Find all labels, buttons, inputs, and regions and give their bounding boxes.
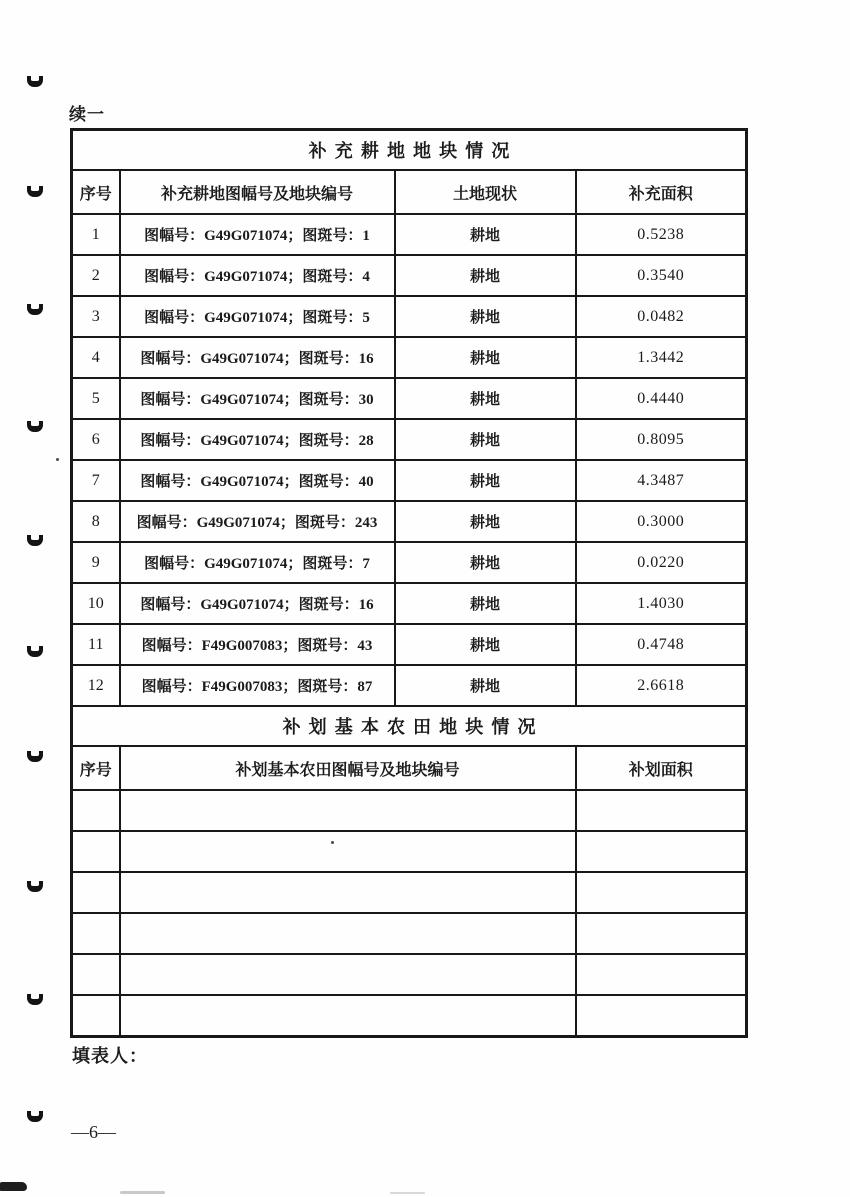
empty-table-row: [72, 872, 747, 913]
parcel-id-cell: 图幅号：G49G071074；图斑号：7: [120, 542, 395, 583]
area-cell: 0.4748: [576, 624, 747, 665]
land-status-cell: 耕地: [395, 501, 576, 542]
column-header-realloc-area: 补划面积: [576, 746, 747, 790]
area-cell: 4.3487: [576, 460, 747, 501]
page-number: —6—: [71, 1122, 116, 1142]
binding-hole-mark: [27, 186, 43, 197]
row-number-cell: [72, 954, 120, 995]
section2-title-row: [72, 706, 747, 746]
scan-smudge: [390, 1192, 425, 1194]
binding-hole-mark: [27, 421, 43, 432]
table-row: [72, 337, 747, 378]
row-number-cell: 2: [72, 255, 120, 296]
parcel-id-cell: 图幅号：G49G071074；图斑号：243: [120, 501, 395, 542]
empty-table-row: [72, 831, 747, 872]
row-number-cell: 3: [72, 296, 120, 337]
table-row: [72, 665, 747, 706]
area-cell: [576, 872, 747, 913]
row-number-cell: 5: [72, 378, 120, 419]
row-number-cell: 7: [72, 460, 120, 501]
binding-hole-mark: [27, 1111, 43, 1122]
continuation-label: 续一: [69, 105, 105, 124]
row-number-cell: 9: [72, 542, 120, 583]
parcel-id-cell: 图幅号：G49G071074；图斑号：40: [120, 460, 395, 501]
parcel-id-cell: [120, 954, 576, 995]
parcel-id-cell: 图幅号：G49G071074；图斑号：16: [120, 337, 395, 378]
table-row: [72, 214, 747, 255]
column-header-index: 序号: [72, 170, 120, 214]
area-cell: 1.4030: [576, 583, 747, 624]
area-cell: 0.3540: [576, 255, 747, 296]
binding-hole-mark: [27, 994, 43, 1005]
area-cell: 0.8095: [576, 419, 747, 460]
parcel-id-cell: [120, 790, 576, 831]
land-parcel-form-table: [70, 128, 748, 1038]
form-filler-label: 填表人：: [72, 1046, 148, 1066]
row-number-cell: [72, 831, 120, 872]
parcel-id-cell: 图幅号：F49G007083；图斑号：43: [120, 624, 395, 665]
row-number-cell: 6: [72, 419, 120, 460]
binding-hole-mark: [27, 535, 43, 546]
land-status-cell: 耕地: [395, 214, 576, 255]
area-cell: 0.5238: [576, 214, 747, 255]
binding-hole-mark: [27, 646, 43, 657]
row-number-cell: 8: [72, 501, 120, 542]
table-row: [72, 583, 747, 624]
parcel-id-cell: 图幅号：G49G071074；图斑号：4: [120, 255, 395, 296]
binding-hole-mark: [27, 881, 43, 892]
empty-table-row: [72, 913, 747, 954]
land-status-cell: 耕地: [395, 255, 576, 296]
binding-hole-mark: [27, 751, 43, 762]
area-cell: 1.3442: [576, 337, 747, 378]
scan-smudge: [120, 1191, 165, 1194]
row-number-cell: 11: [72, 624, 120, 665]
row-number-cell: 12: [72, 665, 120, 706]
binding-hole-mark: [27, 304, 43, 315]
parcel-id-cell: 图幅号：G49G071074；图斑号：16: [120, 583, 395, 624]
table-row: [72, 255, 747, 296]
section1-title: 补充耕地地块情况: [72, 130, 747, 171]
parcel-id-cell: [120, 831, 576, 872]
parcel-id-cell: [120, 872, 576, 913]
area-cell: [576, 913, 747, 954]
row-number-cell: [72, 913, 120, 954]
row-number-cell: 10: [72, 583, 120, 624]
section2-header-row: [72, 746, 747, 790]
parcel-id-cell: 图幅号：G49G071074；图斑号：5: [120, 296, 395, 337]
area-cell: 0.0482: [576, 296, 747, 337]
row-number-cell: [72, 872, 120, 913]
land-status-cell: 耕地: [395, 624, 576, 665]
land-status-cell: 耕地: [395, 296, 576, 337]
area-cell: 0.0220: [576, 542, 747, 583]
table-row: [72, 378, 747, 419]
binding-hole-mark: [27, 76, 43, 87]
land-status-cell: 耕地: [395, 460, 576, 501]
land-status-cell: 耕地: [395, 542, 576, 583]
scan-smudge: [0, 1182, 27, 1191]
empty-table-row: [72, 995, 747, 1037]
parcel-id-cell: 图幅号：G49G071074；图斑号：28: [120, 419, 395, 460]
column-header-supplement-area: 补充面积: [576, 170, 747, 214]
area-cell: [576, 954, 747, 995]
land-status-cell: 耕地: [395, 583, 576, 624]
section1-header-row: [72, 170, 747, 214]
row-number-cell: 4: [72, 337, 120, 378]
row-number-cell: [72, 790, 120, 831]
scan-speck: [56, 458, 59, 461]
column-header-index2: 序号: [72, 746, 120, 790]
land-status-cell: 耕地: [395, 378, 576, 419]
table-row: [72, 624, 747, 665]
area-cell: [576, 790, 747, 831]
area-cell: [576, 831, 747, 872]
section2-title: 补划基本农田地块情况: [72, 706, 747, 746]
row-number-cell: [72, 995, 120, 1037]
row-number-cell: 1: [72, 214, 120, 255]
table-row: [72, 501, 747, 542]
table-row: [72, 542, 747, 583]
parcel-id-cell: 图幅号：F49G007083；图斑号：87: [120, 665, 395, 706]
empty-table-row: [72, 954, 747, 995]
column-header-realloc-parcel-id: 补划基本农田图幅号及地块编号: [120, 746, 576, 790]
parcel-id-cell: [120, 913, 576, 954]
table-row: [72, 419, 747, 460]
area-cell: 0.3000: [576, 501, 747, 542]
area-cell: 2.6618: [576, 665, 747, 706]
area-cell: 0.4440: [576, 378, 747, 419]
parcel-id-cell: 图幅号：G49G071074；图斑号：1: [120, 214, 395, 255]
land-status-cell: 耕地: [395, 419, 576, 460]
parcel-id-cell: 图幅号：G49G071074；图斑号：30: [120, 378, 395, 419]
table-row: [72, 296, 747, 337]
area-cell: [576, 995, 747, 1037]
column-header-parcel-id: 补充耕地图幅号及地块编号: [120, 170, 395, 214]
land-status-cell: 耕地: [395, 337, 576, 378]
table-row: [72, 460, 747, 501]
section1-title-row: [72, 130, 747, 171]
column-header-land-status: 土地现状: [395, 170, 576, 214]
parcel-id-cell: [120, 995, 576, 1037]
empty-table-row: [72, 790, 747, 831]
land-status-cell: 耕地: [395, 665, 576, 706]
